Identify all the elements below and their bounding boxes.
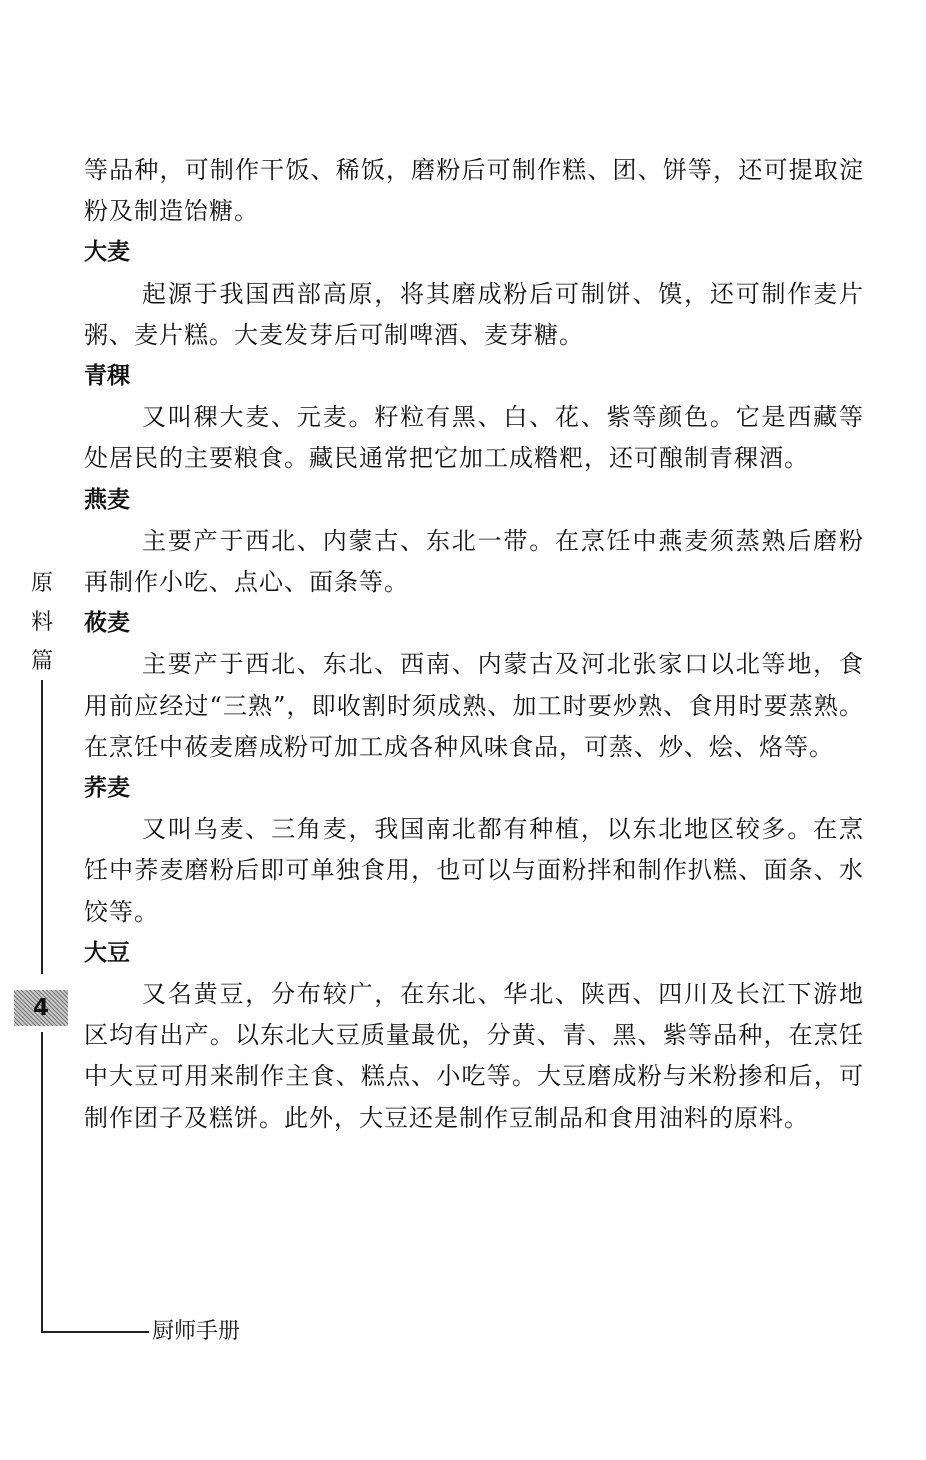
section-heading-dadou: 大豆 — [84, 939, 130, 966]
page-number: 4 — [14, 990, 68, 1026]
side-section-label — [28, 564, 56, 681]
section-heading-youmai: 莜麦 — [84, 610, 130, 637]
margin-rule-upper — [41, 680, 43, 974]
side-label-char: 料 — [30, 610, 53, 635]
footer-rule — [41, 1331, 149, 1333]
intro-paragraph: 等品种，可制作干饭、稀饭，磨粉后可制作糕、团、饼等，还可提取淀粉及制造饴糖。 — [84, 156, 864, 226]
footer-book-title: 厨师手册 — [152, 1319, 241, 1344]
section-heading-qingke: 青稞 — [84, 363, 130, 390]
section-text-damai: 起源于我国西部高原，将其磨成粉后可制饼、馍，还可制作麦片粥、麦片糕。大麦发芽后可制啤酒、麦芽糖。 — [84, 279, 864, 349]
section-heading-qiaomai: 荞麦 — [84, 775, 130, 802]
section-text-qingke: 又叫稞大麦、元麦。籽粒有黑、白、花、紫等颜色。它是西藏等处居民的主要粮食。藏民通常把它加工成糌粑，还可酿制青稞酒。 — [84, 403, 864, 473]
section-heading-yanmai: 燕麦 — [84, 486, 130, 513]
side-label-char: 原 — [30, 571, 53, 596]
side-label-char: 篇 — [30, 649, 53, 674]
margin-rule-lower — [41, 1032, 43, 1332]
section-text-dadou: 又名黄豆，分布较广，在东北、华北、陕西、四川及长江下游地区均有出产。以东北大豆质量最优，分黄、青、黑、紫等品种，在烹饪中大豆可用来制作主食、糕点、小吃等。大豆磨成粉与米粉掺和后，可制作团子及糕饼。此外，大豆还是制作豆制品和食用油料的原料。 — [84, 980, 864, 1132]
section-text-youmai: 主要产于西北、东北、西南、内蒙古及河北张家口以北等地，食用前应经过“三熟”，即收割时须成熟、加工时要炒熟、食用时要蒸熟。在烹饪中莜麦磨成粉可加工成各种风味食品，可蒸、炒、烩、烙等。 — [84, 650, 864, 761]
section-heading-damai: 大麦 — [84, 239, 130, 266]
page-body — [84, 150, 864, 1139]
section-text-yanmai: 主要产于西北、内蒙古、东北一带。在烹饪中燕麦须蒸熟后磨粉再制作小吃、点心、面条等。 — [84, 526, 864, 597]
section-text-qiaomai: 又叫乌麦、三角麦，我国南北都有种植，以东北地区较多。在烹饪中荞麦磨粉后即可单独食用，也可以与面粉拌和制作扒糕、面条、水饺等。 — [84, 815, 864, 926]
